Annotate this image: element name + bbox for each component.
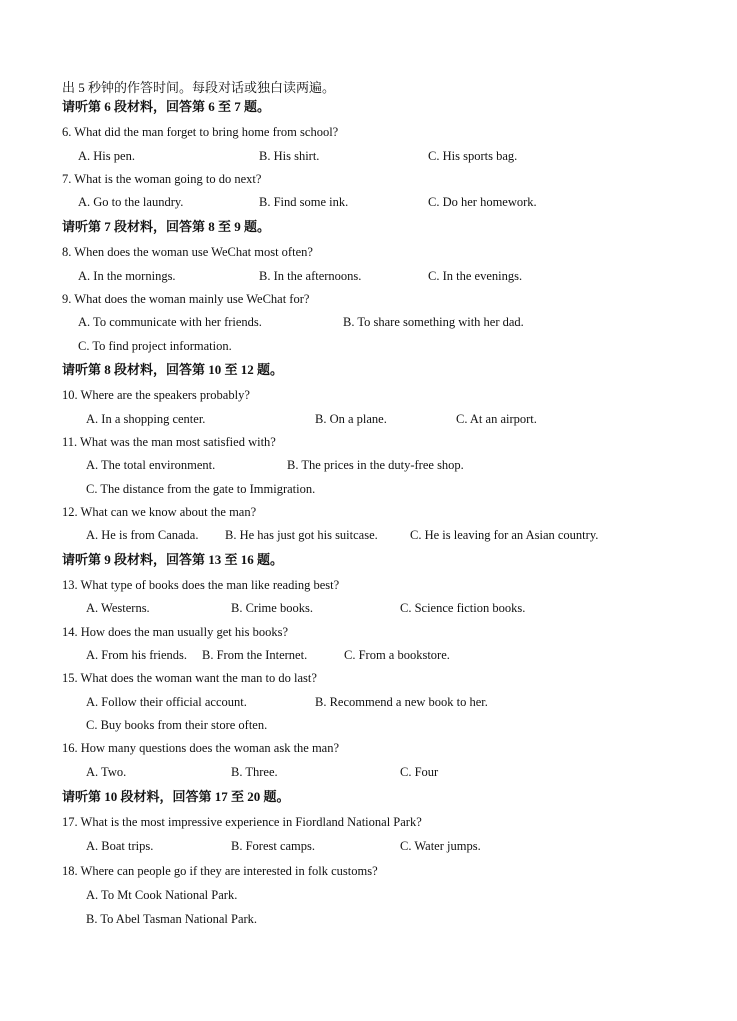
option-7a: A. Go to the laundry. (78, 195, 184, 209)
option-14b: B. From the Internet. (202, 648, 308, 662)
option-6b: B. His shirt. (259, 149, 320, 163)
option-13b: B. Crime books. (231, 601, 313, 615)
section-heading: 请听第 8 段材料，回答第 10 至 12 题。 (62, 362, 284, 377)
option-8b: B. In the afternoons. (259, 269, 362, 283)
option-17c: C. Water jumps. (400, 839, 481, 853)
section-heading: 请听第 10 段材料，回答第 17 至 20 题。 (62, 789, 290, 804)
option-15b: B. Recommend a new book to her. (315, 695, 488, 709)
option-7b: B. Find some ink. (259, 195, 349, 209)
option-14a: A. From his friends. (86, 648, 188, 662)
option-13a: A. Westerns. (86, 601, 150, 615)
question-7: 7. What is the woman going to do next? (62, 172, 262, 186)
option-8c: C. In the evenings. (428, 269, 523, 283)
question-13: 13. What type of books does the man like reading best? (62, 578, 340, 592)
option-13c: C. Science fiction books. (400, 601, 526, 615)
question-11: 11. What was the man most satisfied with? (62, 435, 276, 449)
question-9: 9. What does the woman mainly use WeChat for? (62, 292, 310, 306)
intro-text: 出 5 秒钟的作答时间。每段对话或独白读两遍。 (62, 80, 336, 95)
option-8a: A. In the mornings. (78, 269, 176, 283)
option-15a: A. Follow their official account. (86, 695, 247, 709)
option-15c: C. Buy books from their store often. (86, 718, 268, 732)
option-17b: B. Forest camps. (231, 839, 316, 853)
option-11b: B. The prices in the duty-free shop. (287, 458, 464, 472)
option-12a: A. He is from Canada. (86, 528, 199, 542)
option-9c: C. To find project information. (78, 339, 232, 353)
section-heading: 请听第 6 段材料，回答第 6 至 7 题。 (62, 99, 271, 114)
option-6c: C. His sports bag. (428, 149, 518, 163)
section-heading: 请听第 9 段材料，回答第 13 至 16 题。 (62, 552, 284, 567)
question-15: 15. What does the woman want the man to do last? (62, 671, 317, 685)
option-12b: B. He has just got his suitcase. (225, 528, 378, 542)
option-9b: B. To share something with her dad. (343, 315, 524, 329)
option-10c: C. At an airport. (456, 412, 537, 426)
option-12c: C. He is leaving for an Asian country. (410, 528, 599, 542)
option-16c: C. Four (400, 765, 439, 779)
option-10a: A. In a shopping center. (86, 412, 206, 426)
option-17a: A. Boat trips. (86, 839, 154, 853)
question-14: 14. How does the man usually get his books? (62, 625, 289, 639)
option-18b: B. To Abel Tasman National Park. (86, 912, 258, 926)
option-11c: C. The distance from the gate to Immigration. (86, 482, 316, 496)
question-8: 8. When does the woman use WeChat most often? (62, 245, 313, 259)
question-10: 10. Where are the speakers probably? (62, 388, 250, 402)
option-10b: B. On a plane. (315, 412, 387, 426)
option-11a: A. The total environment. (86, 458, 216, 472)
option-6a: A. His pen. (78, 149, 135, 163)
option-9a: A. To communicate with her friends. (78, 315, 262, 329)
option-7c: C. Do her homework. (428, 195, 537, 209)
question-16: 16. How many questions does the woman ask the man? (62, 741, 340, 755)
option-18a: A. To Mt Cook National Park. (86, 888, 238, 902)
question-17: 17. What is the most impressive experience in Fiordland National Park? (62, 815, 422, 829)
question-18: 18. Where can people go if they are interested in folk customs? (62, 864, 378, 878)
question-6: 6. What did the man forget to bring home from school? (62, 125, 339, 139)
option-16b: B. Three. (231, 765, 278, 779)
option-16a: A. Two. (86, 765, 127, 779)
question-12: 12. What can we know about the man? (62, 505, 257, 519)
section-heading: 请听第 7 段材料，回答第 8 至 9 题。 (62, 219, 271, 234)
option-14c: C. From a bookstore. (344, 648, 450, 662)
